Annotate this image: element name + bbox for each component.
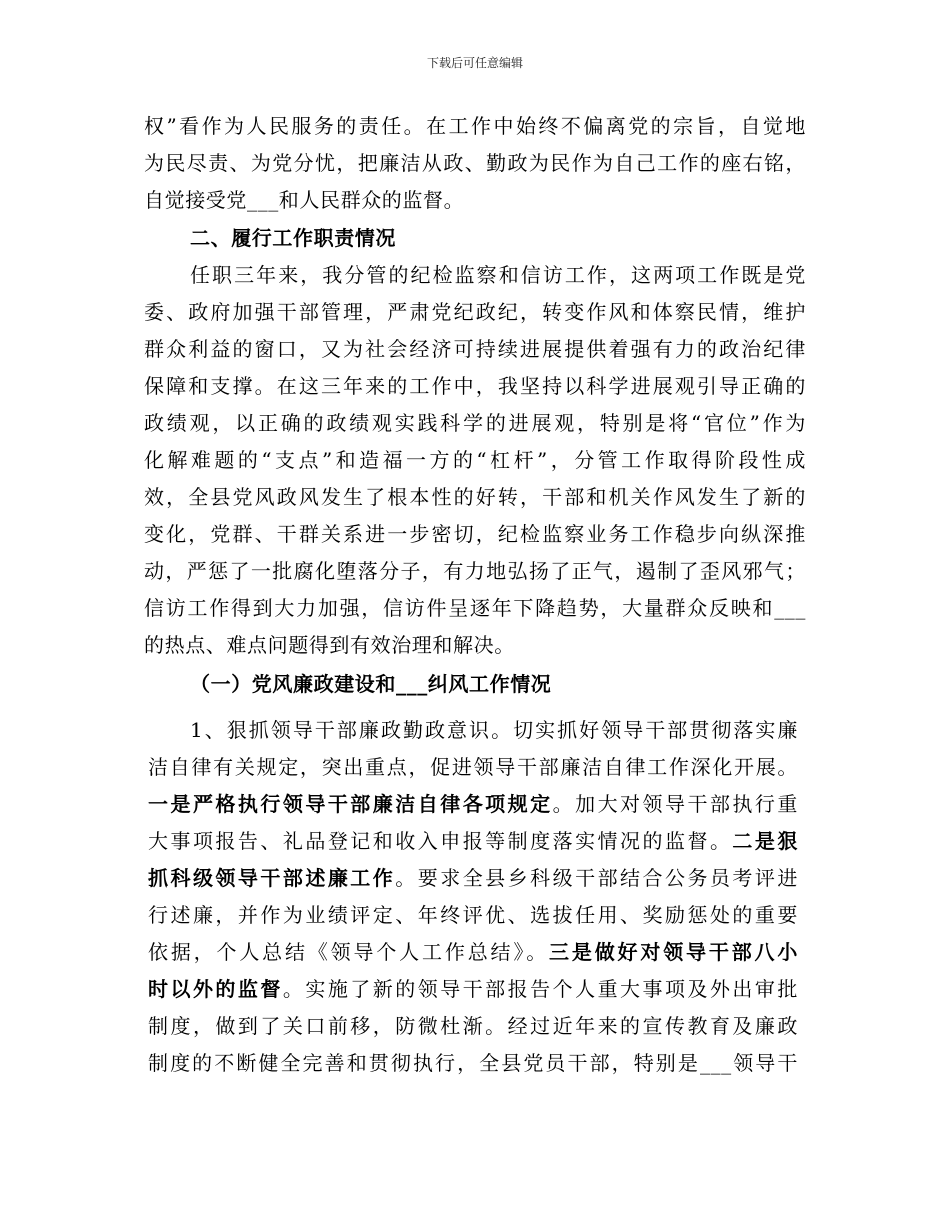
subsection-heading: （一）党风廉政建设和___纠风工作情况 (190, 672, 552, 696)
paragraph-line (148, 827, 798, 855)
paragraph-line: 效，全县党风政风发生了根本性的好转，干部和机关作风发生了新的 (144, 485, 806, 509)
paragraph-line: 为民尽责、为党分忧，把廉洁从政、勤政为民作为自己工作的座右铭， (144, 151, 806, 175)
paragraph-line: 洁自律有关规定，突出重点，促进领导干部廉洁自律工作深化开展。 (148, 755, 798, 779)
paragraph-line: 政绩观，以正确的政绩观实践科学的进展观，特别是将“官位”作为 (144, 411, 806, 435)
paragraph-line: 动，严惩了一批腐化堕落分子，有力地弘扬了正气，遏制了歪风邪气； (144, 559, 806, 583)
emphasis-text: 二是狠 (732, 829, 798, 853)
body-text: 大事项报告、礼品登记和收入申报等制度落实情况的监督。 (148, 829, 733, 853)
paragraph-line: 任职三年来，我分管的纪检监察和信访工作，这两项工作既是党 (190, 263, 806, 287)
body-text: 。要求全县乡科级干部结合公务员考评进 (395, 866, 798, 890)
paragraph-line: 群众利益的窗口，又为社会经济可持续进展提供着强有力的政治纪律 (144, 337, 806, 361)
body-text: 。加大对领导干部执行重 (552, 792, 798, 816)
paragraph-line (148, 864, 798, 892)
paragraph-line (148, 975, 798, 1003)
emphasis-text: 三是做好对领导干部八小 (549, 940, 798, 964)
emphasis-text: 时以外的监督 (148, 977, 283, 1001)
paragraph-line: 行述廉，并作为业绩评定、年终评优、选拔任用、奖励惩处的重要 (148, 903, 798, 927)
paragraph-line (148, 938, 798, 966)
paragraph-line: 的热点、难点问题得到有效治理和解决。 (144, 633, 515, 657)
paragraph-line: 信访工作得到大力加强，信访件呈逐年下降趋势，大量群众反映和___ (144, 596, 806, 620)
paragraph-line: 制度的不断健全完善和贯彻执行，全县党员干部，特别是___领导干 (148, 1051, 798, 1075)
paragraph-line (148, 790, 798, 818)
body-text: 。实施了新的领导干部报告个人重大事项及外出审批 (282, 977, 798, 1001)
paragraph-line: 1、狠抓领导干部廉政勤政意识。切实抓好领导干部贯彻落实廉 (190, 718, 798, 742)
section-heading: 二、履行工作职责情况 (190, 226, 396, 250)
emphasis-text: 一是严格执行领导干部廉洁自律各项规定 (148, 792, 553, 816)
paragraph-line: 化解难题的“支点”和造福一方的“杠杆”，分管工作取得阶段性成 (144, 448, 806, 472)
paragraph-line: 变化，党群、干群关系进一步密切，纪检监察业务工作稳步向纵深推 (144, 522, 806, 546)
paragraph-line: 权”看作为人民服务的责任。在工作中始终不偏离党的宗旨，自觉地 (144, 114, 806, 138)
paragraph-line: 制度，做到了关口前移，防微杜渐。经过近年来的宣传教育及廉政 (148, 1014, 798, 1038)
paragraph-line: 保障和支撑。在这三年来的工作中，我坚持以科学进展观引导正确的 (144, 374, 806, 398)
paragraph-line: 自觉接受党___和人民群众的监督。 (144, 188, 465, 212)
page-header: 下载后可任意编辑 (426, 56, 523, 70)
paragraph-line: 委、政府加强干部管理，严肃党纪政纪，转变作风和体察民情，维护 (144, 300, 806, 324)
emphasis-text: 抓科级领导干部述廉工作 (148, 866, 396, 890)
body-text: 依据，个人总结《领导个人工作总结》。 (148, 940, 550, 964)
